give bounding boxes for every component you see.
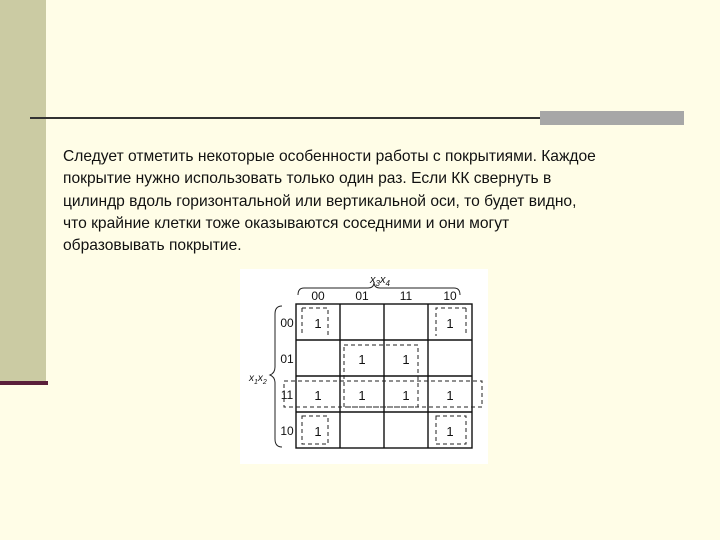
row-label-11: 11 [280, 388, 294, 402]
row-label-00: 00 [280, 316, 294, 330]
col-variable-label: $x_3x_4$ [370, 274, 390, 288]
cell-r0-c0: 1 [314, 316, 322, 331]
slide-body-text: Следует отметить некоторые особенности работы с покрытиями. Каждое покрытие нужно использовать только один раз. Если КК свернуть в цилиндр вдоль горизонтальной или вертикальной оси, то будет видно, что крайние клетки тоже оказываются соседними и они могут образовывать покрытие. [63, 148, 596, 255]
cell-r3-c3: 1 [446, 424, 454, 439]
cell-r1-c2: 1 [402, 352, 410, 367]
row-label-10: 10 [280, 424, 294, 438]
cell-r2-c3: 1 [446, 388, 454, 403]
cell-r2-c2: 1 [402, 388, 410, 403]
decorative-side-band [0, 0, 46, 383]
col-label-11: 11 [399, 289, 413, 303]
row-variable-label: $x_1x_2$ [249, 373, 267, 386]
cell-r3-c0: 1 [314, 424, 322, 439]
col-label-01: 01 [355, 289, 369, 303]
cell-r2-c1: 1 [358, 388, 366, 403]
col-label-00: 00 [311, 289, 325, 303]
karnaugh-map-figure [240, 269, 488, 464]
col-label-10: 10 [443, 289, 457, 303]
karnaugh-map-svg [240, 269, 488, 464]
cell-r1-c1: 1 [358, 352, 366, 367]
cell-r2-c0: 1 [314, 388, 322, 403]
cell-r0-c3: 1 [446, 316, 454, 331]
row-label-01: 01 [280, 352, 294, 366]
side-band-accent [0, 381, 48, 385]
title-divider-accent [540, 111, 684, 125]
